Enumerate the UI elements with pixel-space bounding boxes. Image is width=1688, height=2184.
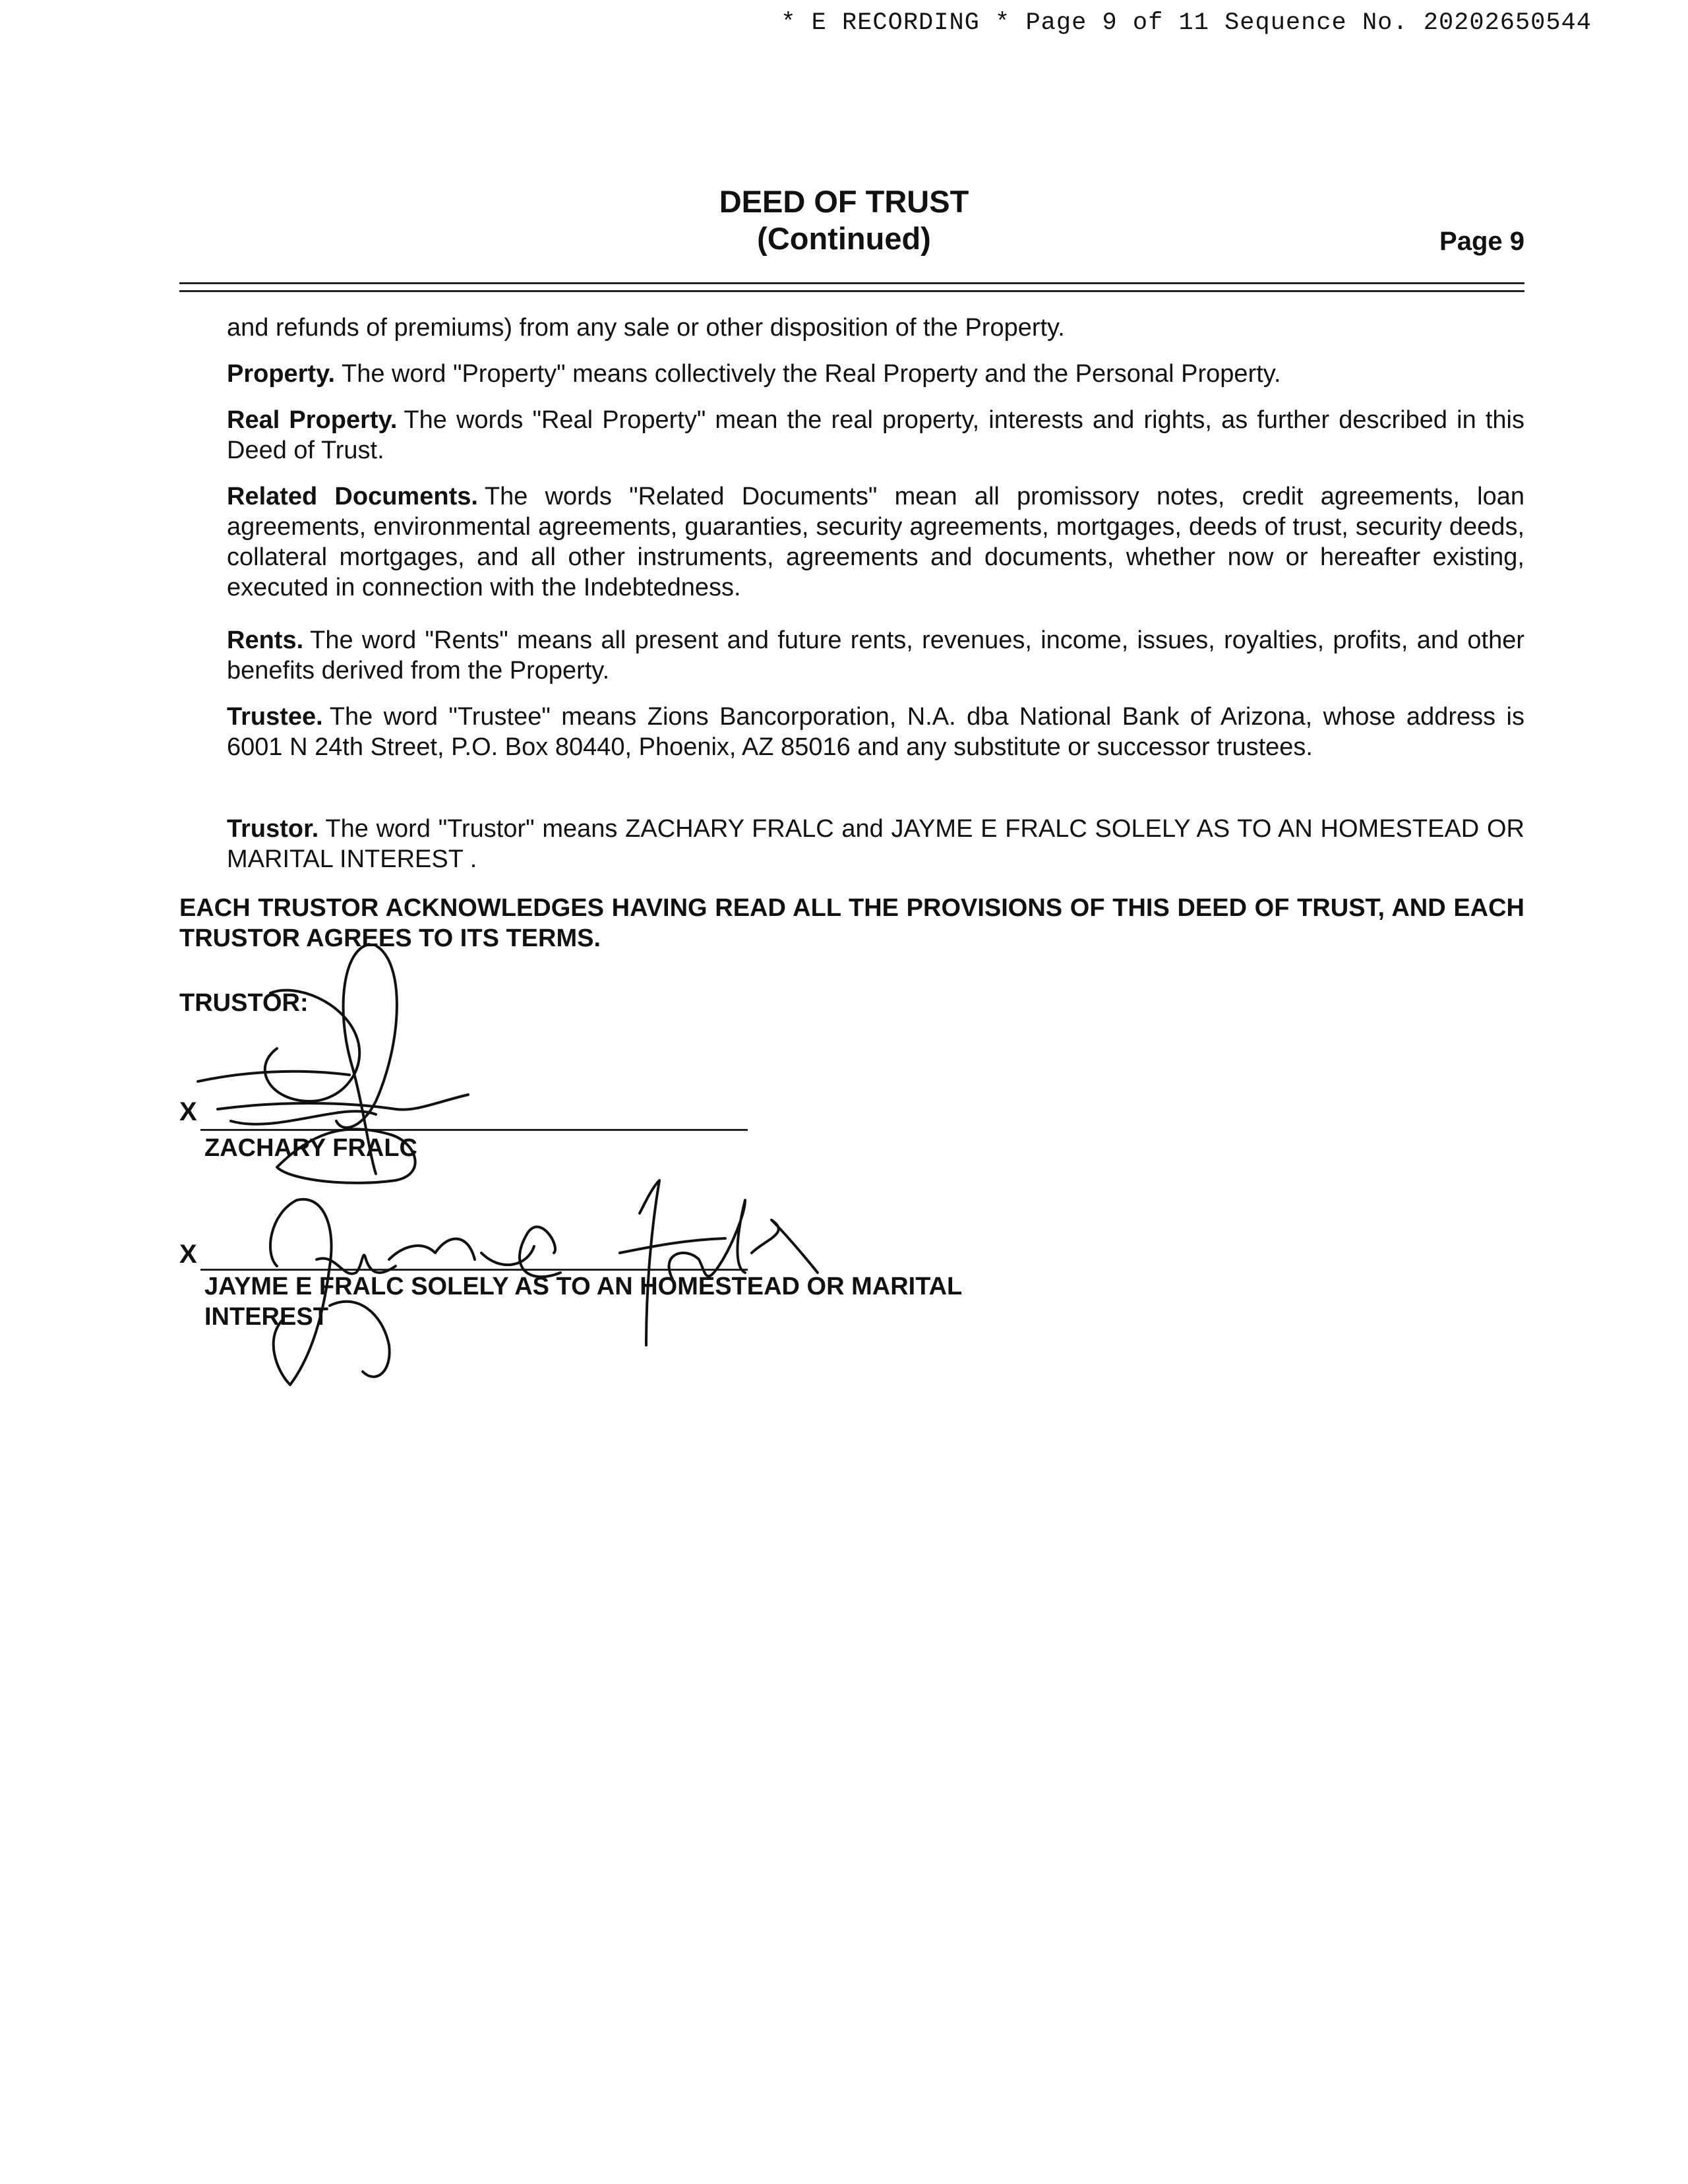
definition-real-property	[227, 405, 1524, 466]
continuation-text: and refunds of premiums) from any sale or other disposition of the Property.	[227, 314, 1065, 342]
signature-x-mark: X	[179, 1097, 197, 1126]
definition-trustee	[227, 702, 1524, 762]
definition-text: The word "Rents" means all present and future rents, revenues, income, issues, royalties, profits, and other benefits derived from the Property.	[227, 626, 1524, 684]
document-subtitle: (Continued)	[757, 221, 931, 256]
definition-text: The word "Trustor" means ZACHARY FRALC and JAYME E FRALC SOLELY AS TO AN HOMESTEAD OR MARITAL INTEREST .	[227, 815, 1524, 873]
signature-zachary	[178, 936, 495, 1187]
header-rule-bottom	[179, 290, 1524, 292]
definition-term: Trustee.	[227, 703, 323, 731]
signer-name: JAYME E FRALC SOLELY AS TO AN HOMESTEAD OR MARITAL	[204, 1273, 963, 1300]
definition-text: The words "Real Property" mean the real property, interests and rights, as further described in this Deed of Trust.	[227, 406, 1524, 464]
page-number: Page 9	[1439, 227, 1524, 256]
definition-term: Related Documents.	[227, 483, 478, 510]
header-rule-top	[179, 282, 1524, 284]
signer-name-continued: INTEREST	[204, 1303, 328, 1331]
signature-x-mark: X	[179, 1240, 197, 1269]
document-title: DEED OF TRUST	[719, 184, 969, 219]
definition-text: The words "Related Documents" mean all promissory notes, credit agreements, loan agreements, environmental agreements, guaranties, security agreements, mortgages, deeds of trust, security deeds, collateral mortgages, and all other instruments, agreements and documents, whether now or hereafter existing, executed in connection with the Indebtedness.	[227, 483, 1524, 601]
definition-term: Property.	[227, 360, 336, 388]
definition-term: Rents.	[227, 626, 304, 654]
definition-trustor	[227, 814, 1524, 874]
definition-term: Trustor.	[227, 815, 319, 843]
definition-rents	[227, 625, 1524, 686]
definition-text: The word "Property" means collectively the Real Property and the Personal Property.	[342, 360, 1281, 388]
definition-related-documents	[227, 481, 1524, 603]
trustor-section-label: TRUSTOR:	[179, 989, 309, 1017]
signature-jayme	[224, 1174, 831, 1398]
definition-property	[227, 359, 1524, 389]
definition-term: Real Property.	[227, 406, 398, 434]
signer-name: ZACHARY FRALC	[204, 1134, 417, 1162]
recording-stamp: * E RECORDING * Page 9 of 11 Sequence No. 20202650544	[781, 9, 1592, 37]
acknowledgement-text: EACH TRUSTOR ACKNOWLEDGES HAVING READ ALL THE PROVISIONS OF THIS DEED OF TRUST, AND EACH TRUSTOR AGREES TO ITS TERMS.	[179, 894, 1524, 952]
definition-text: The word "Trustee" means Zions Bancorporation, N.A. dba National Bank of Arizona, whose address is 6001 N 24th Street, P.O. Box 80440, Phoenix, AZ 85016 and any substitute or successor trustees.	[227, 703, 1524, 761]
